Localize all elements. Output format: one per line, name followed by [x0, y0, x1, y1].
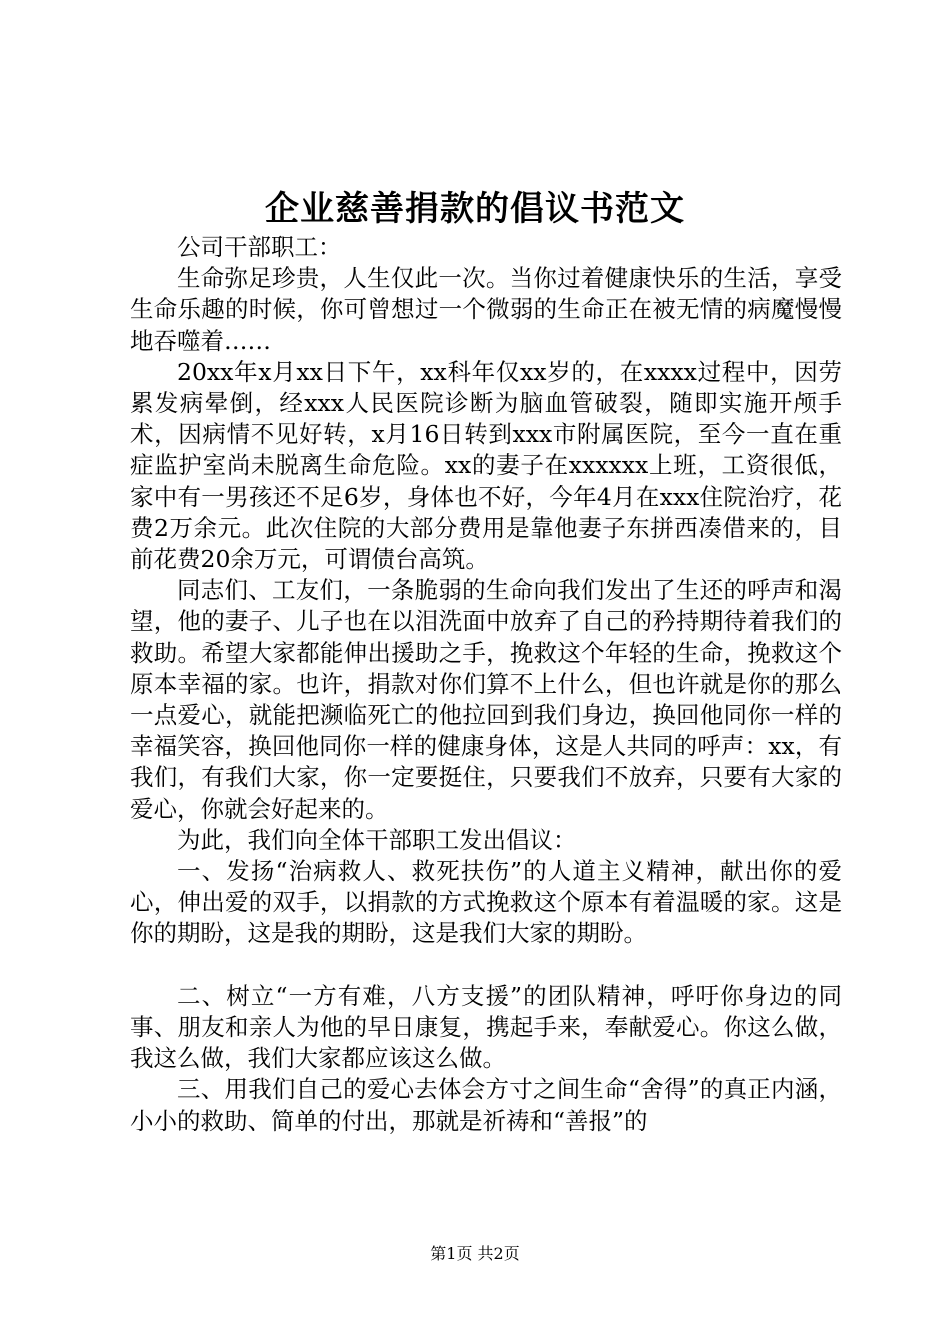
paragraph-3: 同志们、工友们，一条脆弱的生命向我们发出了生还的呼声和渴望，他的妻子、儿子也在以泪洗面中放弃了自己的矜持期待着我们的救助。希望大家都能伸出援助之手，挽救这个年轻的生命，挽救这个原本幸福的家。也许，捐款对你们算不上什么，但也许就是你的那么一点爱心，就能把濒临死亡的他拉回到我们身边，换回他同你一样的幸福笑容，换回他同你一样的健康身体，这是人共同的呼声：xx，有我们，有我们大家，你一定要挺住，只要我们不放弃，只要有大家的爱心，你就会好起来的。 — [130, 576, 842, 823]
paragraph-2: 20xx年x月xx日下午，xx科年仅xx岁的，在xxxx过程中，因劳累发病晕倒，经xxx人民医院诊断为脑血管破裂，随即实施开颅手术，因病情不见好转，x月16日转到xxx市附属医院，至今一直在重症监护室尚未脱离生命危险。xx的妻子在xxxxxx上班，工资很低，家中有一男孩还不足6岁，身体也不好，今年4月在xxx住院治疗，花费2万余元。此次住院的大部分费用是靠他妻子东拼西凑借来的，目前花费20余万元，可谓债台高筑。 — [130, 357, 842, 574]
greeting: 公司干部职工： — [177, 233, 342, 261]
paragraph-6: 二、树立“一方有难，八方支援”的团队精神，呼吁你身边的同事、朋友和亲人为他的早日康复，携起手来，奉献爱心。你这么做，我这么做，我们大家都应该这么做。 — [130, 981, 842, 1073]
paragraph-5: 一、发扬“治病救人、救死扶伤”的人道主义精神，献出你的爱心，伸出爱的双手，以捐款的方式挽救这个原本有着温暖的家。这是你的期盼，这是我的期盼，这是我们大家的期盼。 — [130, 857, 842, 948]
paragraph-4: 为此，我们向全体干部职工发出倡议： — [177, 825, 577, 854]
page-number: 第1页 共2页 — [430, 1244, 520, 1263]
paragraph-7: 三、用我们自己的爱心去体会方寸之间生命“舍得”的真正内涵，小小的救助、简单的付出，那就是祈祷和“善报”的 — [130, 1075, 842, 1135]
paragraph-1: 生命弥足珍贵，人生仅此一次。当你过着健康快乐的生活，享受生命乐趣的时候，你可曾想过一个微弱的生命正在被无情的病魔慢慢地吞噬着…… — [130, 264, 842, 355]
document-body — [130, 232, 842, 1137]
document-title: 企业慈善捐款的倡议书范文 — [265, 189, 685, 229]
